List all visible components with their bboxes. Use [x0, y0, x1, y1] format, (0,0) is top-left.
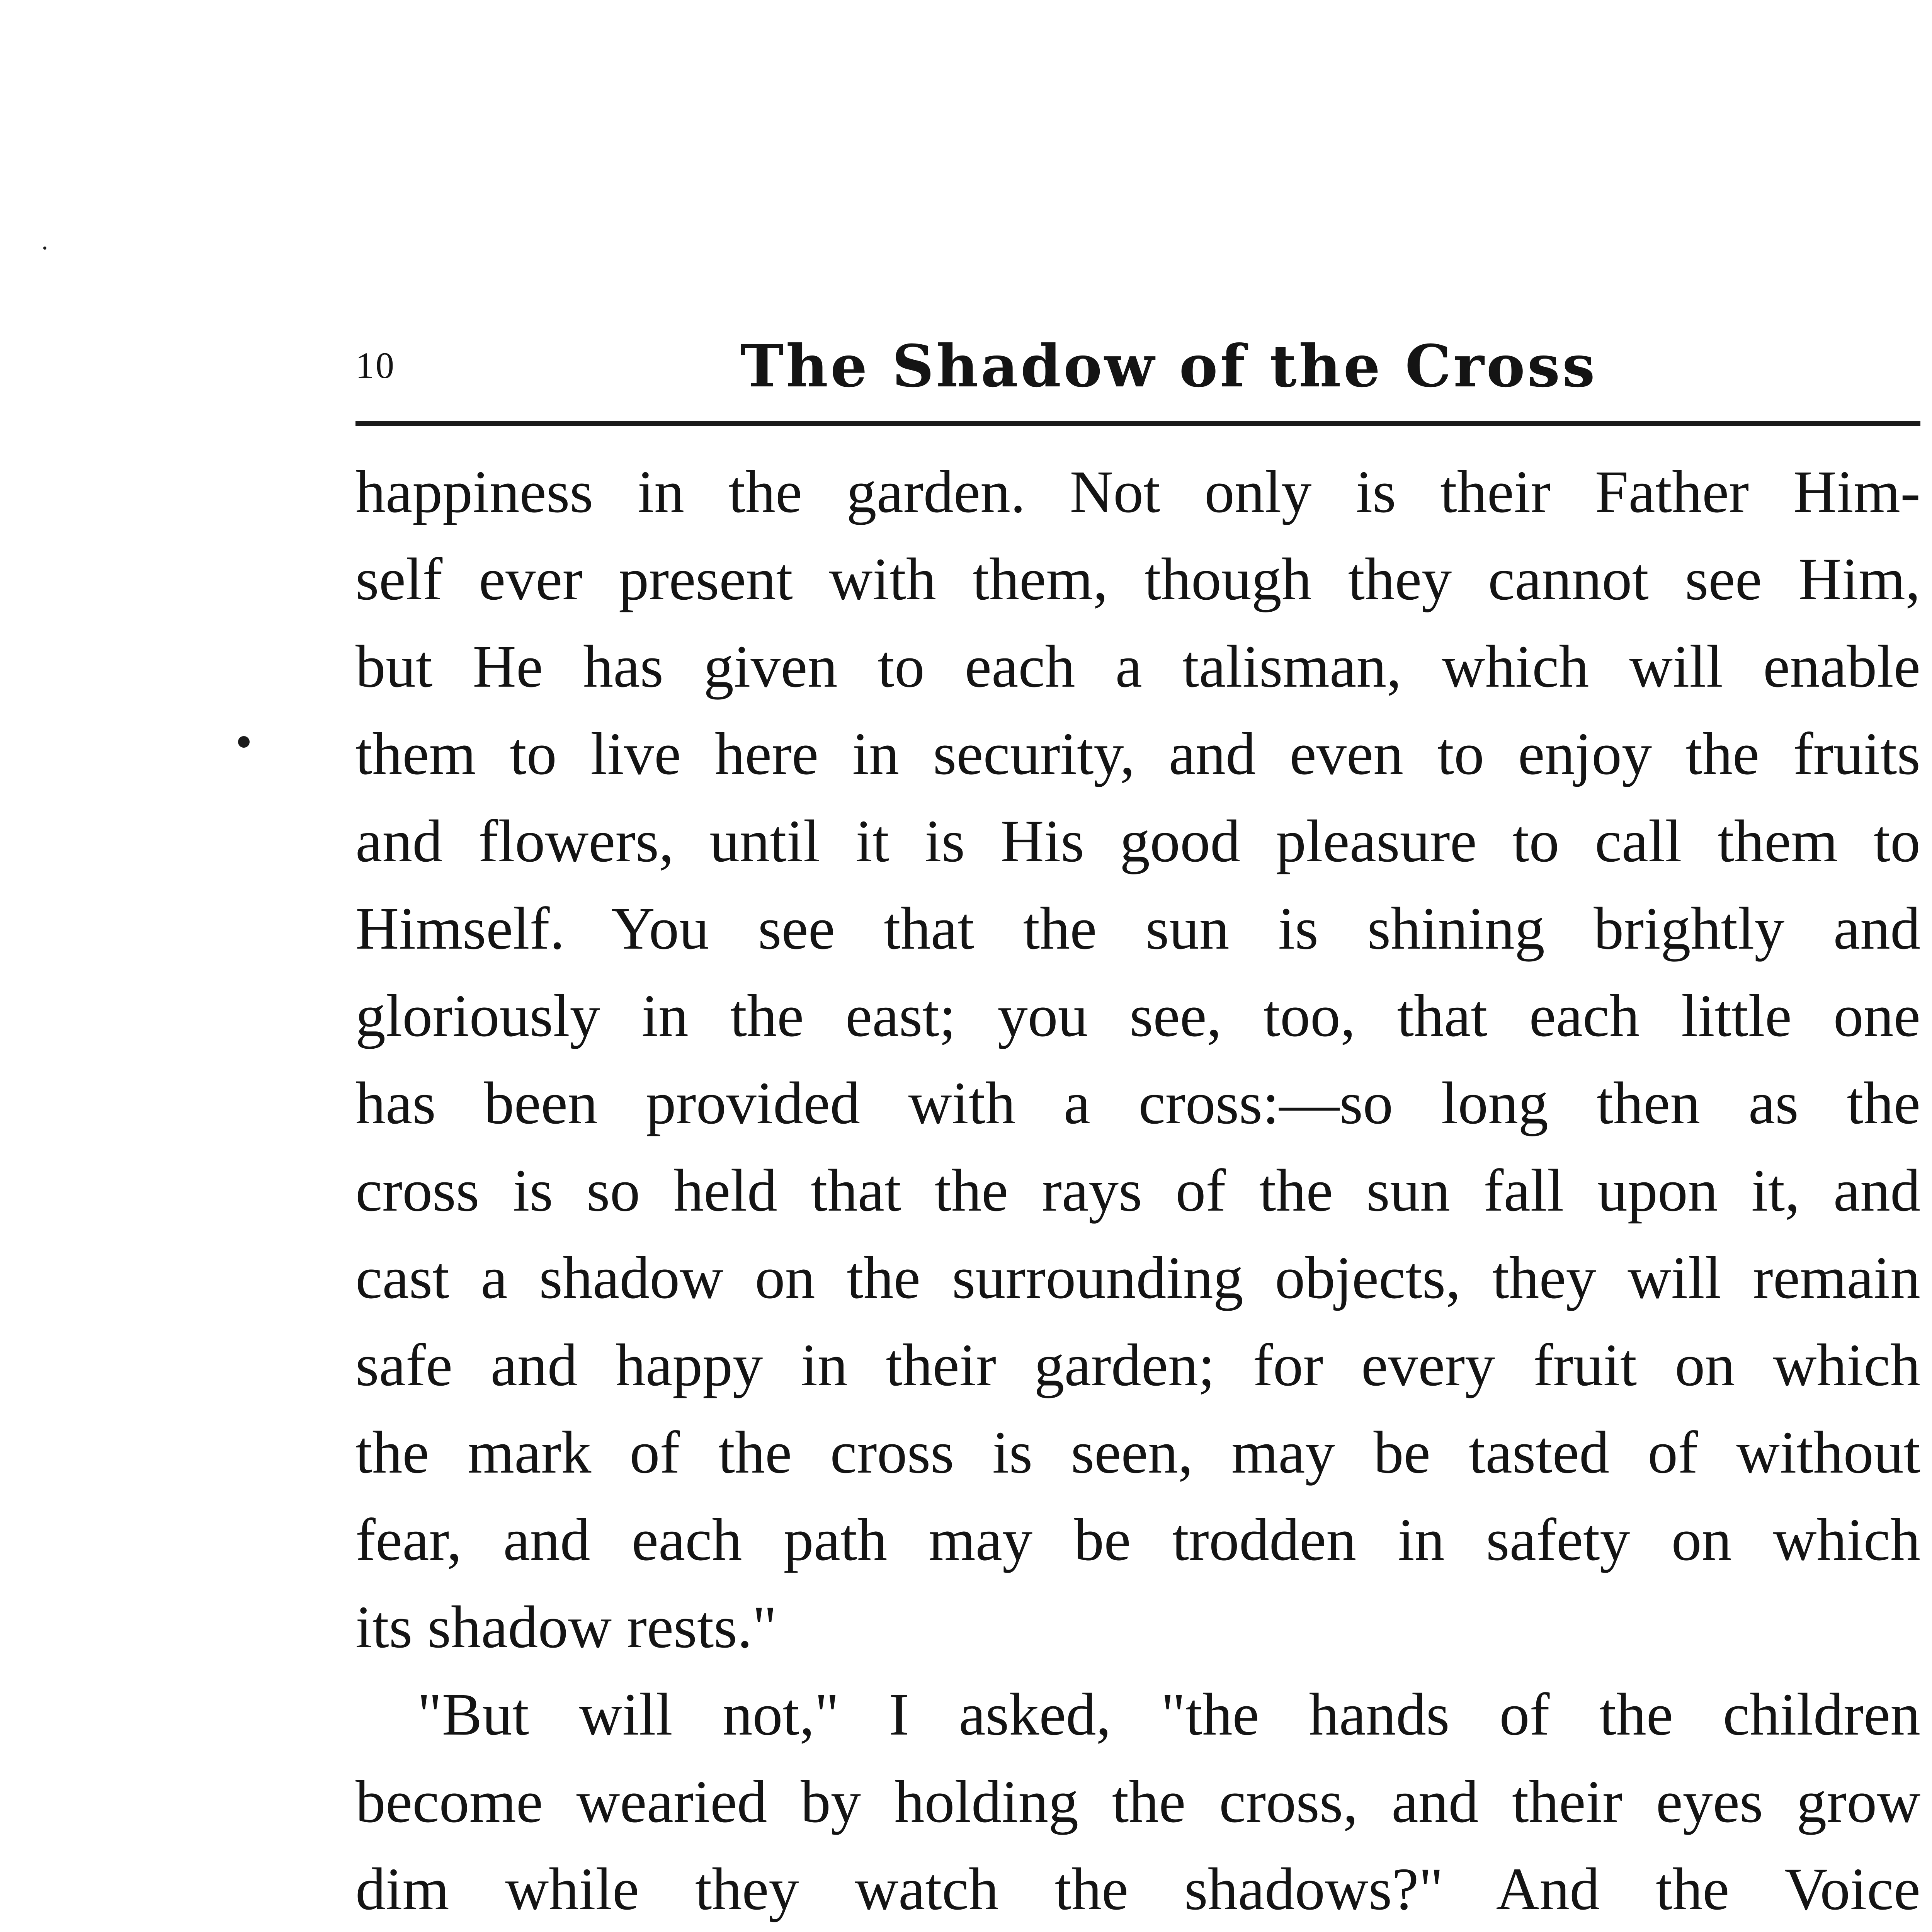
running-title: The Shadow of the Cross	[740, 332, 1597, 400]
text-line: Himself. You see that the sun is shining brightly and	[355, 895, 1920, 962]
text-line: has been provided with a cross:—so long then as the	[355, 1070, 1920, 1136]
text-line: safe and happy in their garden; for every fruit on which	[355, 1332, 1920, 1398]
text-line: them to live here in security, and even to enjoy the fruits	[355, 720, 1920, 787]
ink-speck	[43, 247, 46, 250]
text-line: "But will not," I asked, "the hands of the children	[417, 1681, 1920, 1748]
header-rule	[355, 421, 1920, 426]
text-line: self ever present with them, though they cannot see Him,	[355, 546, 1920, 612]
text-line: but He has given to each a talisman, which will enable	[355, 633, 1920, 700]
text-line: and flowers, until it is His good pleasure to call them to	[355, 808, 1920, 874]
page-header	[355, 332, 1920, 398]
text-line: fear, and each path may be trodden in safety on which	[355, 1506, 1920, 1573]
text-line: its shadow rests."	[355, 1594, 777, 1660]
text-line: cast a shadow on the surrounding objects, they will remain	[355, 1244, 1920, 1311]
ink-speck	[238, 736, 250, 748]
text-line: dim while they watch the shadows?" And the Voice	[355, 1855, 1920, 1922]
text-line: cross is so held that the rays of the sun fall upon it, and	[355, 1157, 1920, 1224]
text-line: happiness in the garden. Not only is their Father Him-	[355, 458, 1920, 525]
page-number: 10	[355, 345, 396, 386]
body-text	[355, 448, 1920, 1932]
text-line: gloriously in the east; you see, too, that each little one	[355, 982, 1920, 1049]
text-line: become wearied by holding the cross, and their eyes grow	[355, 1768, 1920, 1835]
text-line: the mark of the cross is seen, may be tasted of without	[355, 1419, 1920, 1486]
